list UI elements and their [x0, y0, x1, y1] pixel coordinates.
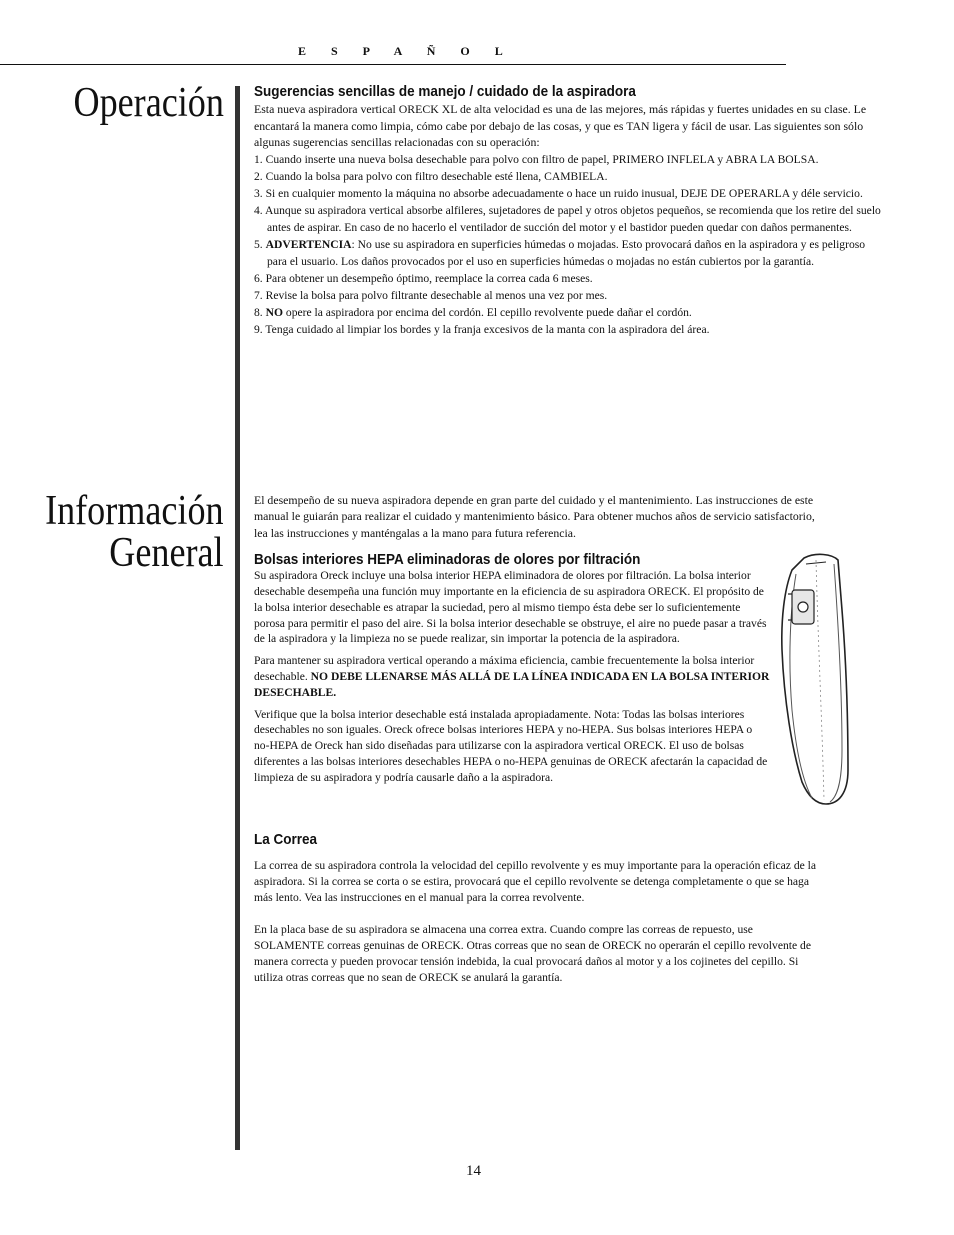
language-header: E S P A Ñ O L — [298, 44, 514, 58]
tips-heading: Sugerencias sencillas de manejo / cuidado de la aspiradora — [254, 83, 636, 100]
tips-item-text: Revise la bolsa para polvo filtrante desechable al menos una vez por mes. — [265, 288, 608, 302]
tips-item-number: 2. — [254, 169, 263, 183]
tips-item-bold: ADVERTENCIA — [265, 237, 352, 251]
tips-item-text: opere la aspiradora por encima del cordón. El cepillo revolvente puede dañar el cordón. — [283, 305, 692, 319]
tips-list-item — [254, 270, 884, 287]
hepa-warning: NO DEBE LLENARSE MÁS ALLÁ DE LA LÍNEA INDICADA EN LA BOLSA INTERIOR DESECHABLE. — [254, 670, 770, 699]
tips-list-item — [254, 236, 884, 270]
tips-intro: Esta nueva aspiradora vertical ORECK XL de alta velocidad es una de las mejores, más rápidas y fuertes unidades en su clase. Le encantará la manera como limpia, cómo cabe por debajo de las cosas, y que es TAN ligera y fácil de usar. Las siguientes son sólo algunas sugerencias sencillas relacionadas con su operación: — [254, 102, 867, 150]
hepa-paragraph-1: Su aspiradora Oreck incluye una bolsa interior HEPA eliminadora de olores por filtración. La bolsa interior desechable desempeña una función muy importante en la eficiencia de su aspiradora ORECK. El propósito de la bolsa interior desechable es atrapar la suciedad, pero al mismo tiempo ésta debe ser lo suficientemente porosa para permitir el paso del aire. Si la bolsa interior desechable se obstruye, el aire no puede pasar a través de la aspiradora y la limpieza no se puede realizar, sin importar la potencia de la aspiradora. — [254, 569, 767, 646]
tips-list — [254, 151, 884, 338]
hepa-section — [254, 552, 770, 786]
tips-list-item — [254, 185, 884, 202]
general-intro-section — [254, 492, 820, 541]
tips-list-item — [254, 304, 884, 321]
tips-item-text: Tenga cuidado al limpiar los bordes y la franja excesivos de la manta con la aspiradora del área. — [265, 322, 710, 336]
tips-list-item — [254, 168, 884, 185]
tips-item-number: 9. — [254, 322, 263, 336]
section-title-line: General — [109, 530, 224, 576]
tips-item-number: 3. — [254, 186, 263, 200]
section-title-line: Información — [45, 488, 224, 534]
tips-item-text: Cuando inserte una nueva bolsa desechable para polvo con filtro de papel, PRIMERO INFLELA y ABRA LA BOLSA. — [265, 152, 819, 166]
tips-item-number: 6. — [254, 271, 263, 285]
tips-item-text: Para obtener un desempeño óptimo, reemplace la correa cada 6 meses. — [265, 271, 593, 285]
tips-item-text: Cuando la bolsa para polvo con filtro desechable esté llena, CAMBIELA. — [265, 169, 608, 183]
belt-section — [254, 832, 820, 986]
page-number: 14 — [466, 1163, 481, 1179]
tips-item-number: 5. — [254, 237, 263, 251]
hepa-paragraph-2 — [254, 653, 770, 700]
general-intro: El desempeño de su nueva aspiradora depende en gran parte del cuidado y el mantenimiento. Las instrucciones de este manual le guiarán para realizar el cuidado y mantenimiento básico. Para obtener muchos años de servicio satisfactorio, lea las instrucciones y manténgalas a la mano para futura referencia. — [254, 493, 815, 540]
tips-item-number: 8. — [254, 305, 263, 319]
tips-item-text: : No use su aspiradora en superficies húmedas o mojadas. Esto provocará daños en la aspiradora y es peligroso para el usuario. Los daños provocados por el uso en superficies húmedas o mojadas no están cubiertos por la garantía. — [267, 237, 866, 268]
belt-paragraph-1: La correa de su aspiradora controla la velocidad del cepillo revolvente y es muy importante para la operación eficaz de la aspiradora. Si la correa se corta o se estira, provocará que el cepillo revolvente se detenga completamente o que se haga más lento. Vea las instrucciones en el manual para la correa revolvente. — [254, 859, 817, 905]
hepa-heading: Bolsas interiores HEPA eliminadoras de olores por filtración — [254, 551, 641, 568]
section-title-operation: Operación — [73, 80, 224, 126]
tips-item-bold: NO — [265, 305, 283, 319]
tips-item-number: 7. — [254, 288, 263, 302]
section-title-general-info — [45, 490, 224, 574]
tips-section — [254, 84, 884, 338]
tips-list-item — [254, 151, 884, 168]
vacuum-bag-icon — [776, 550, 856, 811]
tips-list-item — [254, 321, 884, 338]
tips-item-number: 4. — [254, 203, 263, 217]
tips-list-item — [254, 287, 884, 304]
vertical-divider — [235, 86, 240, 1150]
header-rule — [0, 64, 786, 65]
belt-heading: La Correa — [254, 831, 318, 848]
belt-paragraph-2: En la placa base de su aspiradora se almacena una correa extra. Cuando compre las correas de repuesto, use SOLAMENTE correas genuinas de ORECK. Otras correas que no sean de ORECK no operarán el cepillo revolvente de manera correcta y pueden provocar tensión indebida, la cual provocará daños al motor y a los cojinetes del cepillo. Si utiliza otras correas que no sean de ORECK se anulará la garantía. — [254, 923, 811, 985]
tips-list-item — [254, 202, 884, 236]
tips-item-text: Si en cualquier momento la máquina no absorbe adecuadamente o hace un ruido inusual, DEJE DE OPERARLA y déle servicio. — [265, 186, 863, 200]
tips-item-text: Aunque su aspiradora vertical absorbe alfileres, sujetadores de papel y otros objetos pequeños, se recomienda que los retire del suelo antes de aspirar. En caso de no hacerlo el ventilador de succión del motor y el bastidor pueden quedar con daños permanentes. — [264, 203, 881, 234]
hepa-paragraph-3: Verifique que la bolsa interior desechable está instalada apropiadamente. Nota: Todas las bolsas interiores desechables no son iguales. Oreck ofrece bolsas interiores HEPA y no-HEPA. Sus bolsas interiores HEPA o no-HEPA de Oreck han sido diseñadas para utilizarse con la aspiradora vertical ORECK. El uso de bolsas diferentes a las bolsas interiores desechables HEPA o no-HEPA genuinas de ORECK afectarán la capacidad de limpieza de su aspiradora y podría causarle daño a la aspiradora. — [254, 707, 768, 784]
tips-item-number: 1. — [254, 152, 263, 166]
hepa-paragraph-2-text: Para mantener su aspiradora vertical operando a máxima eficiencia, cambie frecuentemente la bolsa interior desechable. — [254, 654, 755, 684]
